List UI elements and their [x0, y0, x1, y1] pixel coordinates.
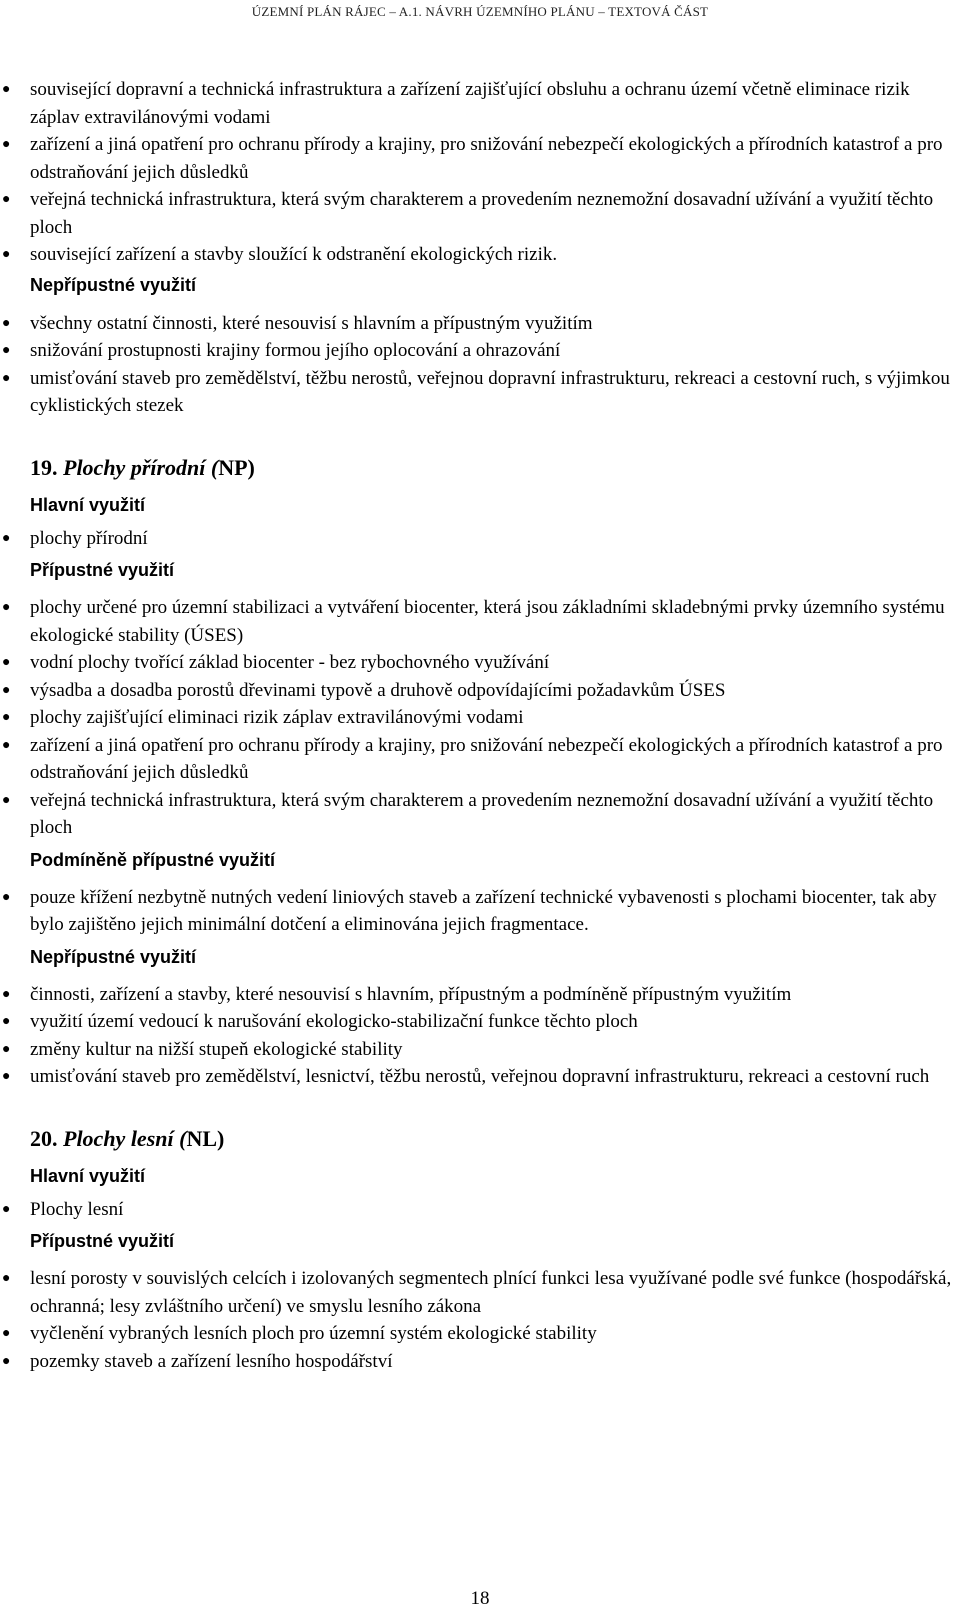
subheading-neprip: Nepřípustné využití: [30, 946, 197, 967]
list-item: ● plochy přírodní: [0, 525, 960, 553]
bullet-icon: ●: [2, 1353, 11, 1369]
list-item: ● využití území vedoucí k narušování ekologicko-stabilizační funkce těchto ploch: [0, 1008, 960, 1036]
list-item: ● výsadba a dosadba porostů dřevinami typově a druhově odpovídajícími požadavkům ÚSES: [0, 677, 960, 705]
list-item: ● změny kultur na nižší stupeň ekologické stability: [0, 1036, 960, 1064]
sec20-pripustne-list: [0, 1265, 960, 1375]
sec20-hlavni-list: [0, 1196, 960, 1224]
bullet-icon: ●: [2, 1014, 11, 1029]
list-item: ● vyčlenění vybraných lesních ploch pro územní systém ekologické stability: [0, 1320, 960, 1348]
subheading-hlavni: Hlavní využití: [30, 494, 146, 515]
list-item: ● všechny ostatní činnosti, které nesouvisí s hlavním a přípustným využitím: [0, 310, 960, 338]
list-item: ● umisťování staveb pro zemědělství, lesnictví, těžbu nerostů, veřejnou dopravní infrastrukturu, rekreaci a cestovní ruch: [0, 1063, 960, 1091]
section-19-title: 19. Plochy přírodní (NP): [30, 454, 255, 480]
bullet-icon: ●: [2, 315, 11, 331]
bullet-icon: ●: [2, 1041, 11, 1057]
bullet-icon: ●: [2, 655, 11, 670]
sec19-hlavni-list: [0, 525, 960, 553]
bullet-icon: ●: [2, 1201, 11, 1217]
section-20-title: 20. Plochy lesní (NL): [30, 1125, 225, 1151]
bullet-icon: ●: [2, 792, 11, 808]
bullet-icon: ●: [2, 1326, 11, 1341]
bullet-icon: ●: [2, 600, 11, 615]
top-neprip-list: [0, 310, 960, 420]
subheading-pripustne: Přípustné využití: [30, 1231, 175, 1251]
list-item: ● umisťování staveb pro zemědělství, těžbu nerostů, veřejnou dopravní infrastrukturu, rekreaci a cestovní ruch, s výjimkou cyklistických stezek: [0, 365, 960, 420]
page-number: 18: [470, 1588, 490, 1609]
list-item: ● zařízení a jiná opatření pro ochranu přírody a krajiny, pro snižování nebezpečí ekologických a přírodních katastrof a pro odstraňování jejich důsledků: [0, 732, 960, 787]
bullet-icon: ●: [2, 343, 11, 358]
list-item: ● pozemky staveb a zařízení lesního hospodářství: [0, 1348, 960, 1376]
subheading-pripustne: Přípustné využití: [30, 560, 175, 580]
bullet-icon: ●: [2, 889, 11, 905]
subheading-podminene: Podmíněně přípustné využití: [30, 849, 276, 870]
bullet-icon: ●: [2, 986, 11, 1002]
bullet-icon: ●: [2, 1271, 11, 1286]
sec19-pripustne-list: [0, 594, 960, 842]
list-item: ● snižování prostupnosti krajiny formou jejího oplocování a ohrazování: [0, 337, 960, 365]
bullet-icon: ●: [2, 530, 11, 546]
list-item: ● plochy zajišťující eliminaci rizik záplav extravilánovými vodami: [0, 704, 960, 732]
list-item: ● plochy určené pro územní stabilizaci a vytváření biocenter, která jsou základními skladebnými prvky územního systému ekologické stability (ÚSES): [0, 594, 960, 649]
list-item: ● pouze křížení nezbytně nutných vedení liniových staveb a zařízení technické vybavenosti s plochami biocenter, tak aby bylo zajištěno jejich minimální dotčení a eliminována jejich fragmentace.: [0, 884, 960, 939]
subheading-hlavni: Hlavní využití: [30, 1165, 146, 1186]
subheading-neprip: Nepřípustné využití: [30, 274, 197, 295]
page-header: ÚZEMNÍ PLÁN RÁJEC – A.1. NÁVRH ÚZEMNÍHO PLÁNU – TEXTOVÁ ČÁST: [251, 4, 709, 19]
list-item: ● veřejná technická infrastruktura, která svým charakterem a provedením neznemožní dosavadní užívání a využití těchto ploch: [0, 787, 960, 842]
page-content: [0, 76, 960, 1375]
list-item: ● zařízení a jiná opatření pro ochranu přírody a krajiny, pro snižování nebezpečí ekologických a přírodních katastrof a pro odstraňování jejich důsledků: [0, 131, 960, 186]
bullet-icon: ●: [2, 370, 11, 386]
list-item: ● vodní plochy tvořící základ biocenter - bez rybochovného využívání: [0, 649, 960, 677]
list-item: ● veřejná technická infrastruktura, která svým charakterem a provedením neznemožní dosavadní užívání a využití těchto ploch: [0, 186, 960, 241]
list-item: ● činnosti, zařízení a stavby, které nesouvisí s hlavním, přípustným a podmíněně přípustným využitím: [0, 981, 960, 1009]
top-list: [0, 76, 960, 269]
bullet-icon: ●: [2, 1069, 11, 1084]
sec19-podminene-list: [0, 884, 960, 939]
list-item: ● související dopravní a technická infrastruktura a zařízení zajišťující obsluhu a ochranu území včetně eliminace rizik záplav extravilánovými vodami: [0, 76, 960, 131]
bullet-icon: ●: [2, 192, 11, 207]
list-item: ● lesní porosty v souvislých celcích i izolovaných segmentech plnící funkci lesa využívané podle své funkce (hospodářská, ochranná; lesy zvláštního určení) ve smyslu lesního zákona: [0, 1265, 960, 1320]
list-item: ● Plochy lesní: [0, 1196, 960, 1224]
list-item: ● související zařízení a stavby sloužící k odstranění ekologických rizik.: [0, 241, 960, 269]
bullet-icon: ●: [2, 82, 11, 97]
bullet-icon: ●: [2, 682, 11, 698]
bullet-icon: ●: [2, 247, 11, 262]
bullet-icon: ●: [2, 137, 11, 152]
sec19-neprip-list: [0, 981, 960, 1091]
bullet-icon: ●: [2, 737, 11, 753]
bullet-icon: ●: [2, 710, 11, 725]
